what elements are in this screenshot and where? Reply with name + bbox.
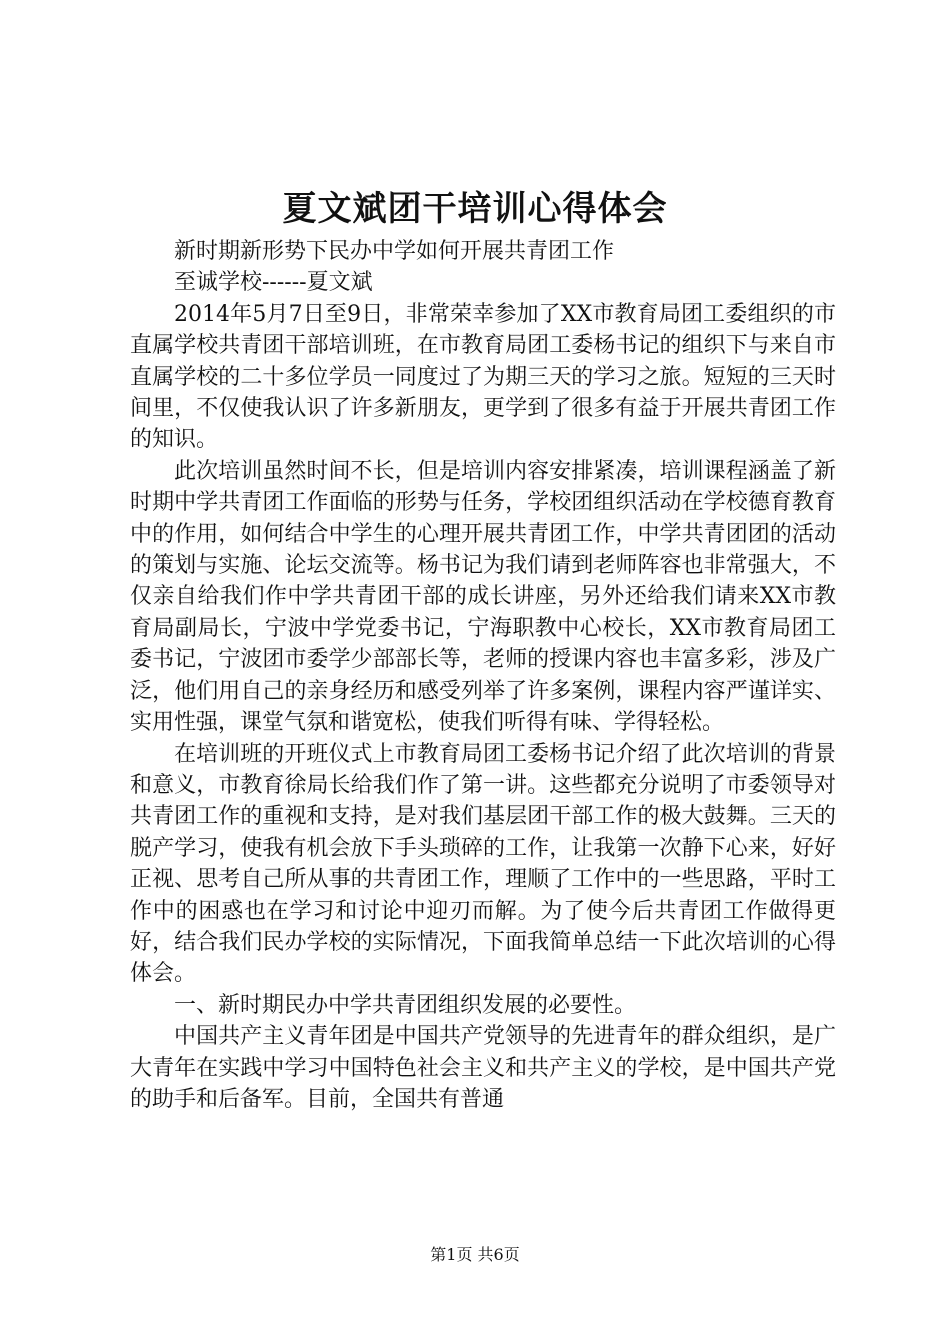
document-title: 夏文斌团干培训心得体会 bbox=[282, 189, 668, 229]
page-footer: 第1页 共6页 bbox=[430, 1245, 520, 1264]
author-line: 至诚学校------夏文斌 bbox=[174, 270, 373, 296]
body-paragraph: 2014年5月7日至9日，非常荣幸参加了XX市教育局团工委组织的市直属学校共青团干部培训班，在市教育局团工委杨书记的组织下与来自市直属学校的二十多位学员一同度过了为期三天的学习之旅。短短的三天时间里，不仅使我认识了许多新朋友，更学到了很多有益于开展共青团工作的知识。 bbox=[130, 301, 836, 453]
subtitle-paragraph: 新时期新形势下民办中学如何开展共青团工作 bbox=[174, 239, 615, 264]
body-paragraph: 此次培训虽然时间不长，但是培训内容安排紧凑，培训课程涵盖了新时期中学共青团工作面临的形势与任务，学校团组织活动在学校德育教育中的作用，如何结合中学生的心理开展共青团工作，中学共青团团的活动的策划与实施、论坛交流等。杨书记为我们请到老师阵容也非常强大，不仅亲自给我们作中学共青团干部的成长讲座，另外还给我们请来XX市教育局副局长，宁波中学党委书记，宁海职教中心校长，XX市教育局团工委书记，宁波团市委学少部部长等，老师的授课内容也丰富多彩，涉及广泛，他们用自己的亲身经历和感受列举了许多案例，课程内容严谨详实、实用性强，课堂气氛和谐宽松，使我们听得有味、学得轻松。 bbox=[130, 458, 836, 736]
body-paragraph: 中国共产主义青年团是中国共产党领导的先进青年的群众组织，是广大青年在实践中学习中国特色社会主义和共产主义的学校，是中国共产党的助手和后备军。目前，全国共有普通 bbox=[130, 1024, 836, 1112]
section-heading: 一、新时期民办中学共青团组织发展的必要性。 bbox=[174, 992, 637, 1018]
body-paragraph: 在培训班的开班仪式上市教育局团工委杨书记介绍了此次培训的背景和意义，市教育徐局长给我们作了第一讲。这些都充分说明了市委领导对共青团工作的重视和支持，是对我们基层团干部工作的极大鼓舞。三天的脱产学习，使我有机会放下手头琐碎的工作，让我第一次静下心来，好好正视、思考自己所从事的共青团工作，理顺了工作中的一些思路，平时工作中的困惑也在学习和讨论中迎刃而解。为了使今后共青团工作做得更好，结合我们民办学校的实际情况，下面我简单总结一下此次培训的心得体会。 bbox=[130, 741, 836, 987]
document-body bbox=[130, 236, 836, 1115]
